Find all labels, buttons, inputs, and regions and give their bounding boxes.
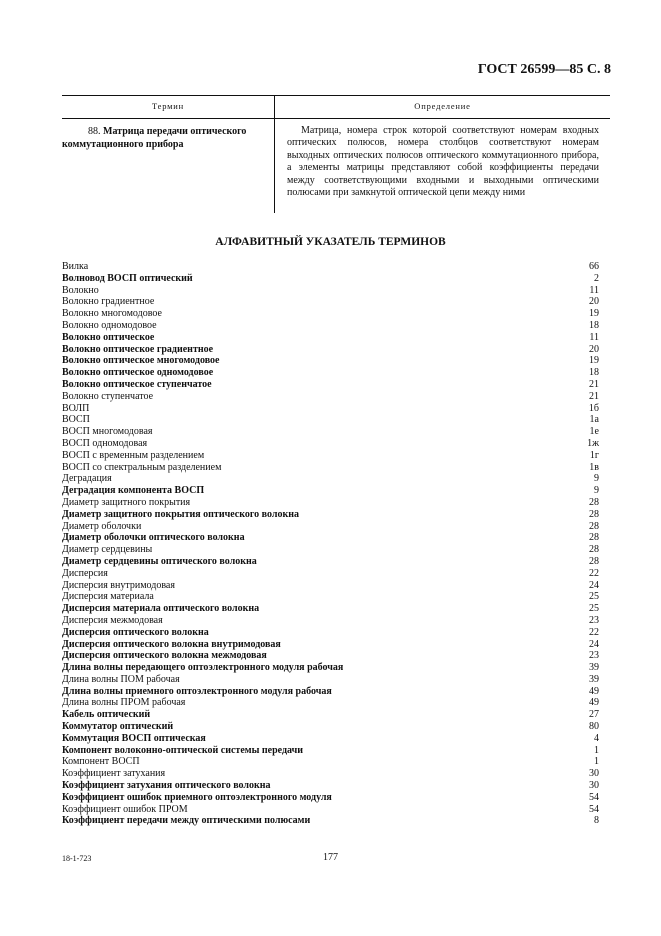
index-number: 20 [589,296,599,308]
index-number: 9 [594,473,599,485]
table-header [62,95,610,119]
index-term: Коэффициент ошибок приемного оптоэлектронного модуля [62,791,332,803]
index-term: Волокно многомодовое [62,308,162,320]
index-term: ВОСП со спектральным разделением [62,461,222,473]
index-number: 28 [589,555,599,567]
index-number: 30 [589,768,599,780]
index-number: 18 [589,319,599,331]
index-row [62,497,599,509]
index-number: 1 [594,744,599,756]
page-number: 177 [323,852,338,863]
index-row [62,697,599,709]
index-row [62,721,599,733]
index-term: Диаметр защитного покрытия оптического волокна [62,508,299,520]
index-row [62,332,599,344]
index-row [62,414,599,426]
index-number: 23 [589,614,599,626]
index-number: 1 [594,756,599,768]
index-row [62,756,599,768]
index-row [62,639,599,651]
index-term: Волокно оптическое одномодовое [62,367,214,379]
index-row [62,450,599,462]
page-header: ГОСТ 26599—85 С. 8 [477,62,611,77]
index-term: Дисперсия [62,567,108,579]
index-number: 1б [588,402,599,414]
index-number: 49 [589,697,599,709]
index-term: Диаметр защитного покрытия [62,496,191,508]
index-row [62,603,599,615]
index-term: Коэффициент передачи между оптическими полюсами [62,815,311,827]
column-term-header: Термин [151,101,185,111]
index-row [62,556,599,568]
index-term: Коэффициент ошибок ПРОМ [62,803,188,815]
index-term: Коэффициент затухания [62,768,166,780]
definition-cell [287,125,599,199]
index-term: Волокно оптическое градиентное [62,343,214,355]
index-term: Волокно оптическое [62,331,155,343]
index-number: 30 [589,780,599,792]
index-number: 1а [589,414,599,426]
index-term: Волновод ВОСП оптический [62,272,193,284]
term-number: 88. [88,126,101,137]
column-definition-header: Определение [414,101,471,111]
index-term: Диаметр оболочки оптического волокна [62,532,245,544]
index-term: Длина волны приемного оптоэлектронного модуля рабочая [62,685,332,697]
index-term: Деградация [62,473,112,485]
index-term: Коммутатор оптический [62,721,174,733]
index-number: 19 [589,308,599,320]
index-number: 1ж [587,437,599,449]
index-row [62,674,599,686]
index-row [62,391,599,403]
definition-text: Матрица, номера строк которой соответствуют номерам входных оптических полюсов, номера столбцов соответствуют номерам выходных оптических полюсов оптического коммутационного прибора, а элементы матрицы представляют собой коэффициенты передачи между соответствующими входными и выходными оптическими полюсами при замкнутой оптической цепи между ними [287,125,599,199]
index-term: Дисперсия внутримодовая [62,579,175,591]
index-row [62,532,599,544]
alphabetical-index [62,261,599,827]
index-term: Компонент ВОСП [62,756,140,768]
index-number: 18 [589,367,599,379]
index-term: ВОСП [62,414,90,426]
index-term: Дисперсия межмодовая [62,614,163,626]
index-number: 28 [589,496,599,508]
index-term: ВОСП с временным разделением [62,449,205,461]
index-number: 27 [589,709,599,721]
index-row [62,320,599,332]
index-row [62,627,599,639]
index-number: 24 [589,579,599,591]
index-number: 28 [589,532,599,544]
index-term: Вилка [62,261,89,272]
index-row [62,591,599,603]
footer-code: 18-1-723 [62,854,92,863]
index-number: 39 [589,662,599,674]
term-cell [62,125,262,151]
index-term: Длина волны ПОМ рабочая [62,673,180,685]
index-row [62,344,599,356]
index-row [62,768,599,780]
index-row [62,662,599,674]
index-term: Дисперсия материала [62,591,154,603]
index-row [62,509,599,521]
index-row [62,462,599,474]
index-term: Волокно одномодовое [62,319,157,331]
index-number: 28 [589,508,599,520]
index-number: 39 [589,673,599,685]
index-row [62,473,599,485]
index-number: 19 [589,355,599,367]
index-number: 28 [589,520,599,532]
index-row [62,815,599,827]
index-term: Волокно оптическое многомодовое [62,355,220,367]
index-row [62,804,599,816]
index-term: Волокно ступенчатое [62,390,154,402]
index-row [62,261,599,273]
index-term: Коммутация ВОСП оптическая [62,732,206,744]
index-term: Дисперсия оптического волокна межмодовая [62,650,267,662]
index-number: 49 [589,685,599,697]
index-term: Волокно оптическое ступенчатое [62,378,212,390]
index-row [62,686,599,698]
index-number: 4 [594,732,599,744]
index-row [62,709,599,721]
index-term: Диаметр сердцевины [62,544,153,556]
index-term: Волокно градиентное [62,296,155,308]
index-number: 28 [589,544,599,556]
index-term: Диаметр оболочки [62,520,142,532]
index-row [62,615,599,627]
index-term: Волокно [62,284,99,296]
index-term: Коэффициент затухания оптического волокна [62,780,271,792]
index-term: Деградация компонента ВОСП [62,485,205,497]
index-number: 25 [589,591,599,603]
index-term: Кабель оптический [62,709,151,721]
index-number: 11 [589,284,599,296]
index-term: ВОЛП [62,402,90,414]
index-row [62,308,599,320]
index-term: Дисперсия оптического волокна внутримодовая [62,638,281,650]
index-number: 21 [589,390,599,402]
index-term: ВОСП многомодовая [62,426,153,438]
index-number: 21 [589,378,599,390]
index-number: 54 [589,803,599,815]
index-row [62,403,599,415]
index-row [62,379,599,391]
index-number: 8 [594,815,599,827]
index-row [62,285,599,297]
index-row [62,568,599,580]
index-number: 66 [589,261,599,272]
index-term: Дисперсия материала оптического волокна [62,603,260,615]
index-number: 25 [589,603,599,615]
index-number: 2 [594,272,599,284]
index-title: АЛФАВИТНЫЙ УКАЗАТЕЛЬ ТЕРМИНОВ [215,236,446,248]
index-number: 11 [589,331,599,343]
index-number: 1в [589,461,599,473]
index-row [62,485,599,497]
index-term: Диаметр сердцевины оптического волокна [62,555,257,567]
index-row [62,650,599,662]
index-number: 24 [589,638,599,650]
index-row [62,426,599,438]
index-row [62,521,599,533]
index-row [62,296,599,308]
index-term: Дисперсия оптического волокна [62,626,209,638]
index-number: 9 [594,485,599,497]
index-row [62,438,599,450]
index-term: Длина волны ПРОМ рабочая [62,697,186,709]
index-term: Длина волны передающего оптоэлектронного модуля рабочая [62,662,344,674]
index-number: 80 [589,721,599,733]
index-row [62,544,599,556]
index-row [62,780,599,792]
index-number: 22 [589,626,599,638]
index-term: Компонент волоконно-оптической системы передачи [62,744,304,756]
index-row [62,580,599,592]
index-row [62,745,599,757]
index-row [62,273,599,285]
index-row [62,355,599,367]
term-text: Матрица передачи оптического коммутационного прибора [62,126,247,150]
index-number: 1е [589,426,599,438]
index-row [62,367,599,379]
index-row [62,792,599,804]
index-number: 22 [589,567,599,579]
index-number: 54 [589,791,599,803]
column-divider [274,95,275,213]
index-row [62,733,599,745]
index-number: 23 [589,650,599,662]
index-number: 20 [589,343,599,355]
index-term: ВОСП одномодовая [62,437,148,449]
index-number: 1г [589,449,599,461]
